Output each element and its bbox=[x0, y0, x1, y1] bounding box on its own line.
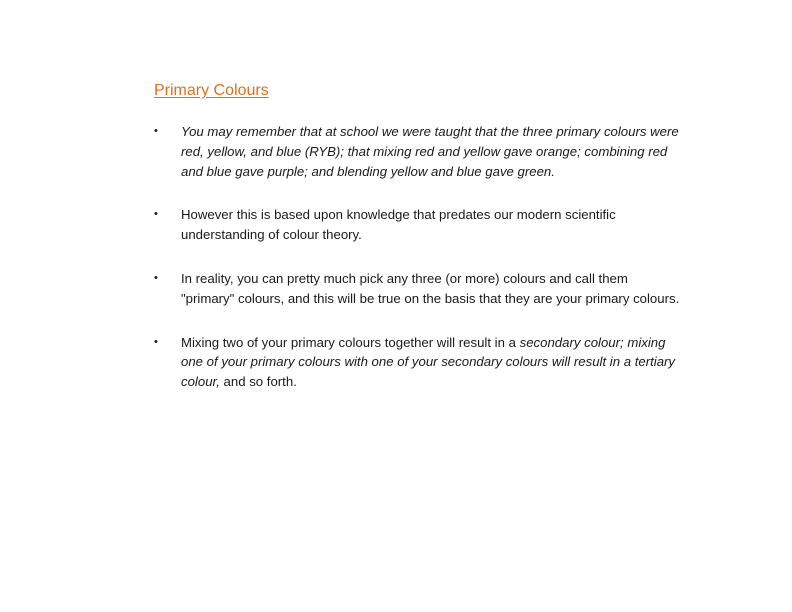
bullet-item bbox=[154, 122, 684, 181]
bullet-list bbox=[154, 122, 684, 416]
bullet-text-part: Mixing two of your primary colours together will result in a bbox=[181, 334, 520, 350]
section-title: Primary Colours bbox=[154, 82, 269, 99]
bullet-item bbox=[154, 333, 684, 392]
bullet-item bbox=[154, 269, 684, 309]
bullet-marker: • bbox=[154, 125, 158, 137]
bullet-text: You may remember that at school we were taught that the three primary colours were red, yellow, and blue (RYB); that mixing red and yellow gave orange; combining red and blue gave purple; and blending yellow and blue gave green. bbox=[181, 124, 679, 179]
bullet-text-part: and so forth. bbox=[219, 374, 297, 390]
bullet-marker: • bbox=[154, 335, 158, 348]
bullet-text: In reality, you can pretty much pick any three (or more) colours and call them "primary" colours, and this will be true on the basis that they are your primary colours. bbox=[181, 270, 680, 306]
bullet-item bbox=[154, 205, 684, 245]
bullet-text-part-italic: secondary colour; mixing one of your primary colours with one of your secondary colours will result in a tertiary colour, bbox=[181, 334, 676, 390]
bullet-text: However this is based upon knowledge that predates our modern scientific understanding of colour theory. bbox=[181, 207, 616, 243]
bullet-marker: • bbox=[154, 208, 158, 221]
bullet-marker: • bbox=[154, 271, 158, 284]
